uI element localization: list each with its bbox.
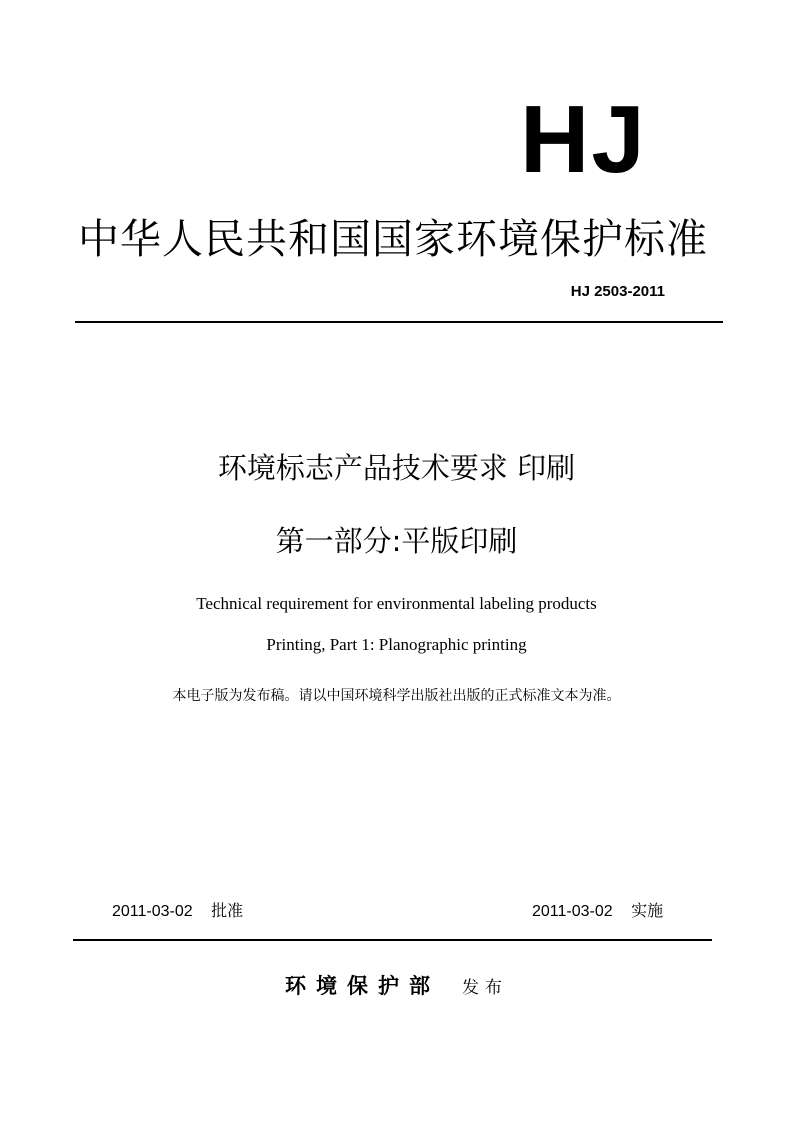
notice: 本电子版为发布稿。请以中国环境科学出版社出版的正式标准文本为准。 xyxy=(172,688,621,704)
standard-category: 中华人民共和国国家环境保护标准 xyxy=(78,215,708,263)
implementation-label: 实施 xyxy=(631,903,664,920)
hj-logo: HJ xyxy=(520,86,647,193)
title-en-line1: Technical requirement for environmental labeling products xyxy=(196,594,597,613)
title-en-line2: Printing, Part 1: Planographic printing xyxy=(266,635,527,654)
top-divider xyxy=(75,321,723,323)
publisher-org: 环境保护部 xyxy=(285,974,440,998)
approval-label: 批准 xyxy=(211,903,244,920)
approval-date: 2011-03-02 xyxy=(112,903,193,920)
title-cn-line1: 环境标志产品技术要求 印刷 xyxy=(217,451,576,485)
implementation-date-line xyxy=(532,902,663,922)
standard-code: HJ 2503-2011 xyxy=(570,283,665,300)
approval-date-line xyxy=(112,902,243,922)
title-cn-line2: 第一部分:平版印刷 xyxy=(275,524,518,558)
bottom-divider xyxy=(73,939,712,941)
implementation-date: 2011-03-02 xyxy=(532,903,613,920)
publisher xyxy=(0,972,793,1002)
publisher-action: 发布 xyxy=(462,978,508,998)
